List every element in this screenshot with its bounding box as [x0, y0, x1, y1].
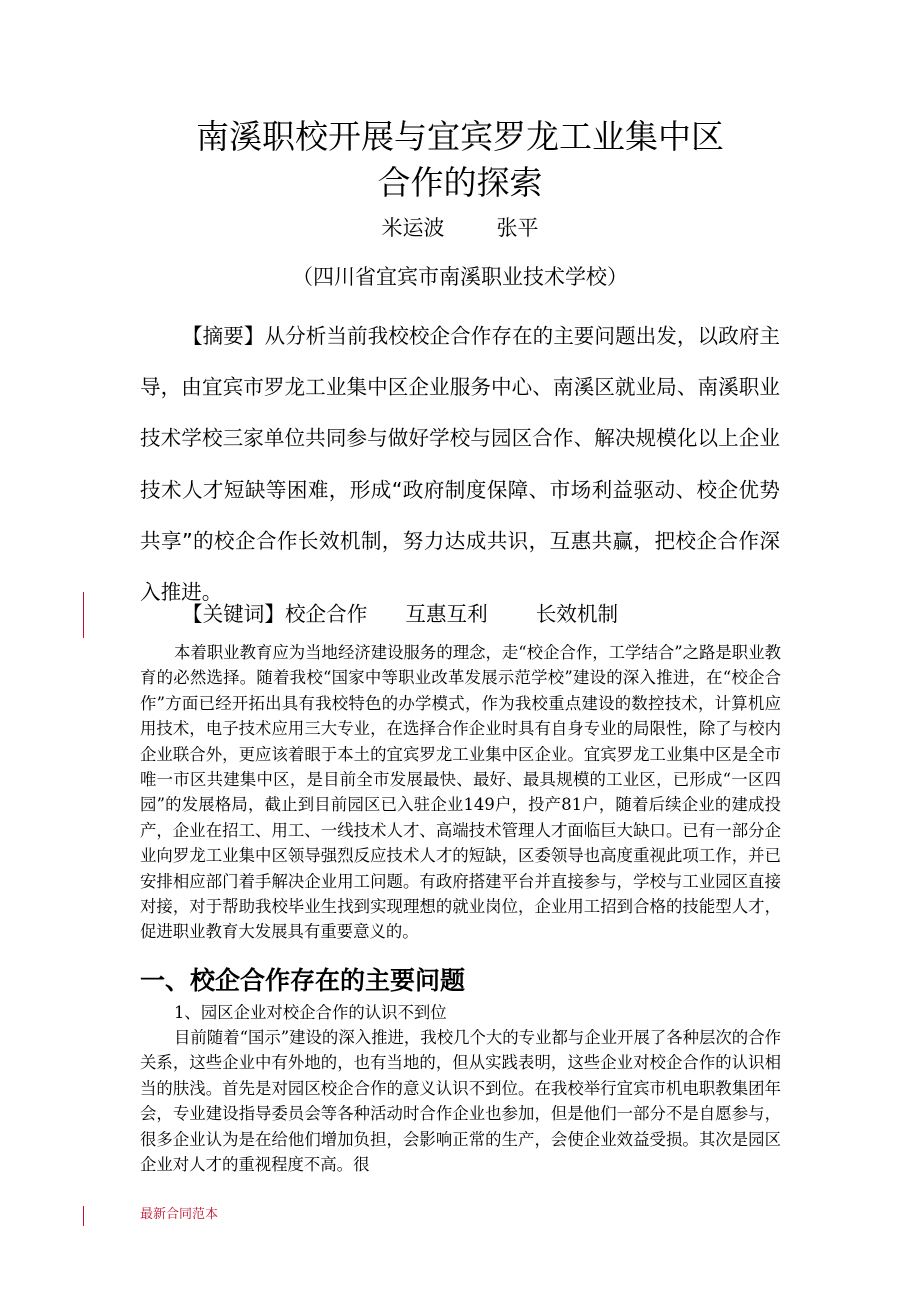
section-subheading-1: 1、园区企业对校企合作的认识不到位: [174, 1003, 447, 1022]
title-line-2: 合作的探索: [377, 163, 543, 202]
keywords-label: 【关键词】: [182, 602, 285, 626]
keyword-3: 长效机制: [535, 602, 619, 626]
body-paragraph-1: 本着职业教育应为当地经济建设服务的理念，走“校企合作，工学结合”之路是职业教育的必然选择。随着我校“国家中等职业改革发展示范学校”建设的深入推进，在“校企合作”方面已经开拓出具有我校特色的办学模式，作为我校重点建设的数控技术，计算机应用技术，电子技术应用三大专业，在选择合作企业时具有自身专业的局限性，除了与校内企业联合外，更应该着眼于本土的宜宾罗龙工业集中区企业。宜宾罗龙工业集中区是全市唯一市区共建集中区，是目前全市发展最快、最好、最具规模的工业区，已形成“一区四园”的发展格局，截止到目前园区已入驻企业149户，投产81户，随着后续企业的建成投产，企业在招工、用工、一线技术人才、高端技术管理人才面临巨大缺口。已有一部分企业向罗龙工业集中区领导强烈反应技术人才的短缺，区委领导也高度重视此项工作，并已安排相应部门着手解决企业用工问题。有政府搭建平台并直接参与，学校与工业园区直接对接，对于帮助我校毕业生找到实现理想的就业岗位，企业用工招到合格的技能型人才，促进职业教育大发展具有重要意义的。: [140, 643, 781, 942]
keywords: [182, 598, 618, 630]
section-heading-1: 一、校企合作存在的主要问题: [140, 966, 466, 995]
keyword-1: 校企合作: [284, 602, 368, 626]
authors: [0, 213, 920, 243]
footer-text: 最新合同范本: [140, 1207, 219, 1222]
author-1: 米运波: [381, 216, 445, 240]
affiliation: （四川省宜宾市南溪职业技术学校）: [292, 265, 628, 289]
revision-mark: [83, 592, 84, 638]
title-line-1: 南溪职校开展与宜宾罗龙工业集中区: [196, 117, 724, 156]
author-2: 张平: [496, 216, 539, 240]
revision-mark-footer: [83, 1206, 84, 1226]
body-paragraph-2: 目前随着“国示”建设的深入推进，我校几个大的专业都与企业开展了各种层次的合作关系，这些企业中有外地的，也有当地的，但从实践表明，这些企业对校企合作的认识相当的肤浅。首先是对园区校企合作的意义认识不到位。在我校举行宜宾市机电职教集团年会，专业建设指导委员会等各种活动时合作企业也参加，但是他们一部分不是自愿参与，很多企业认为是在给他们增加负担，会影响正常的生产，会使企业效益受损。其次是园区企业对人才的重视程度不高。很: [140, 1028, 781, 1175]
keyword-2: 互惠互利: [405, 602, 488, 626]
abstract: 【摘要】从分析当前我校校企合作存在的主要问题出发，以政府主导，由宜宾市罗龙工业集中区企业服务中心、南溪区就业局、南溪职业技术学校三家单位共同参与做好学校与园区合作、解决规模化以上企业技术人才短缺等困难，形成“政府制度保障、市场利益驱动、校企优势共享”的校企合作长效机制，努力达成共识，互惠共赢，把校企合作深入推进。: [140, 324, 780, 605]
